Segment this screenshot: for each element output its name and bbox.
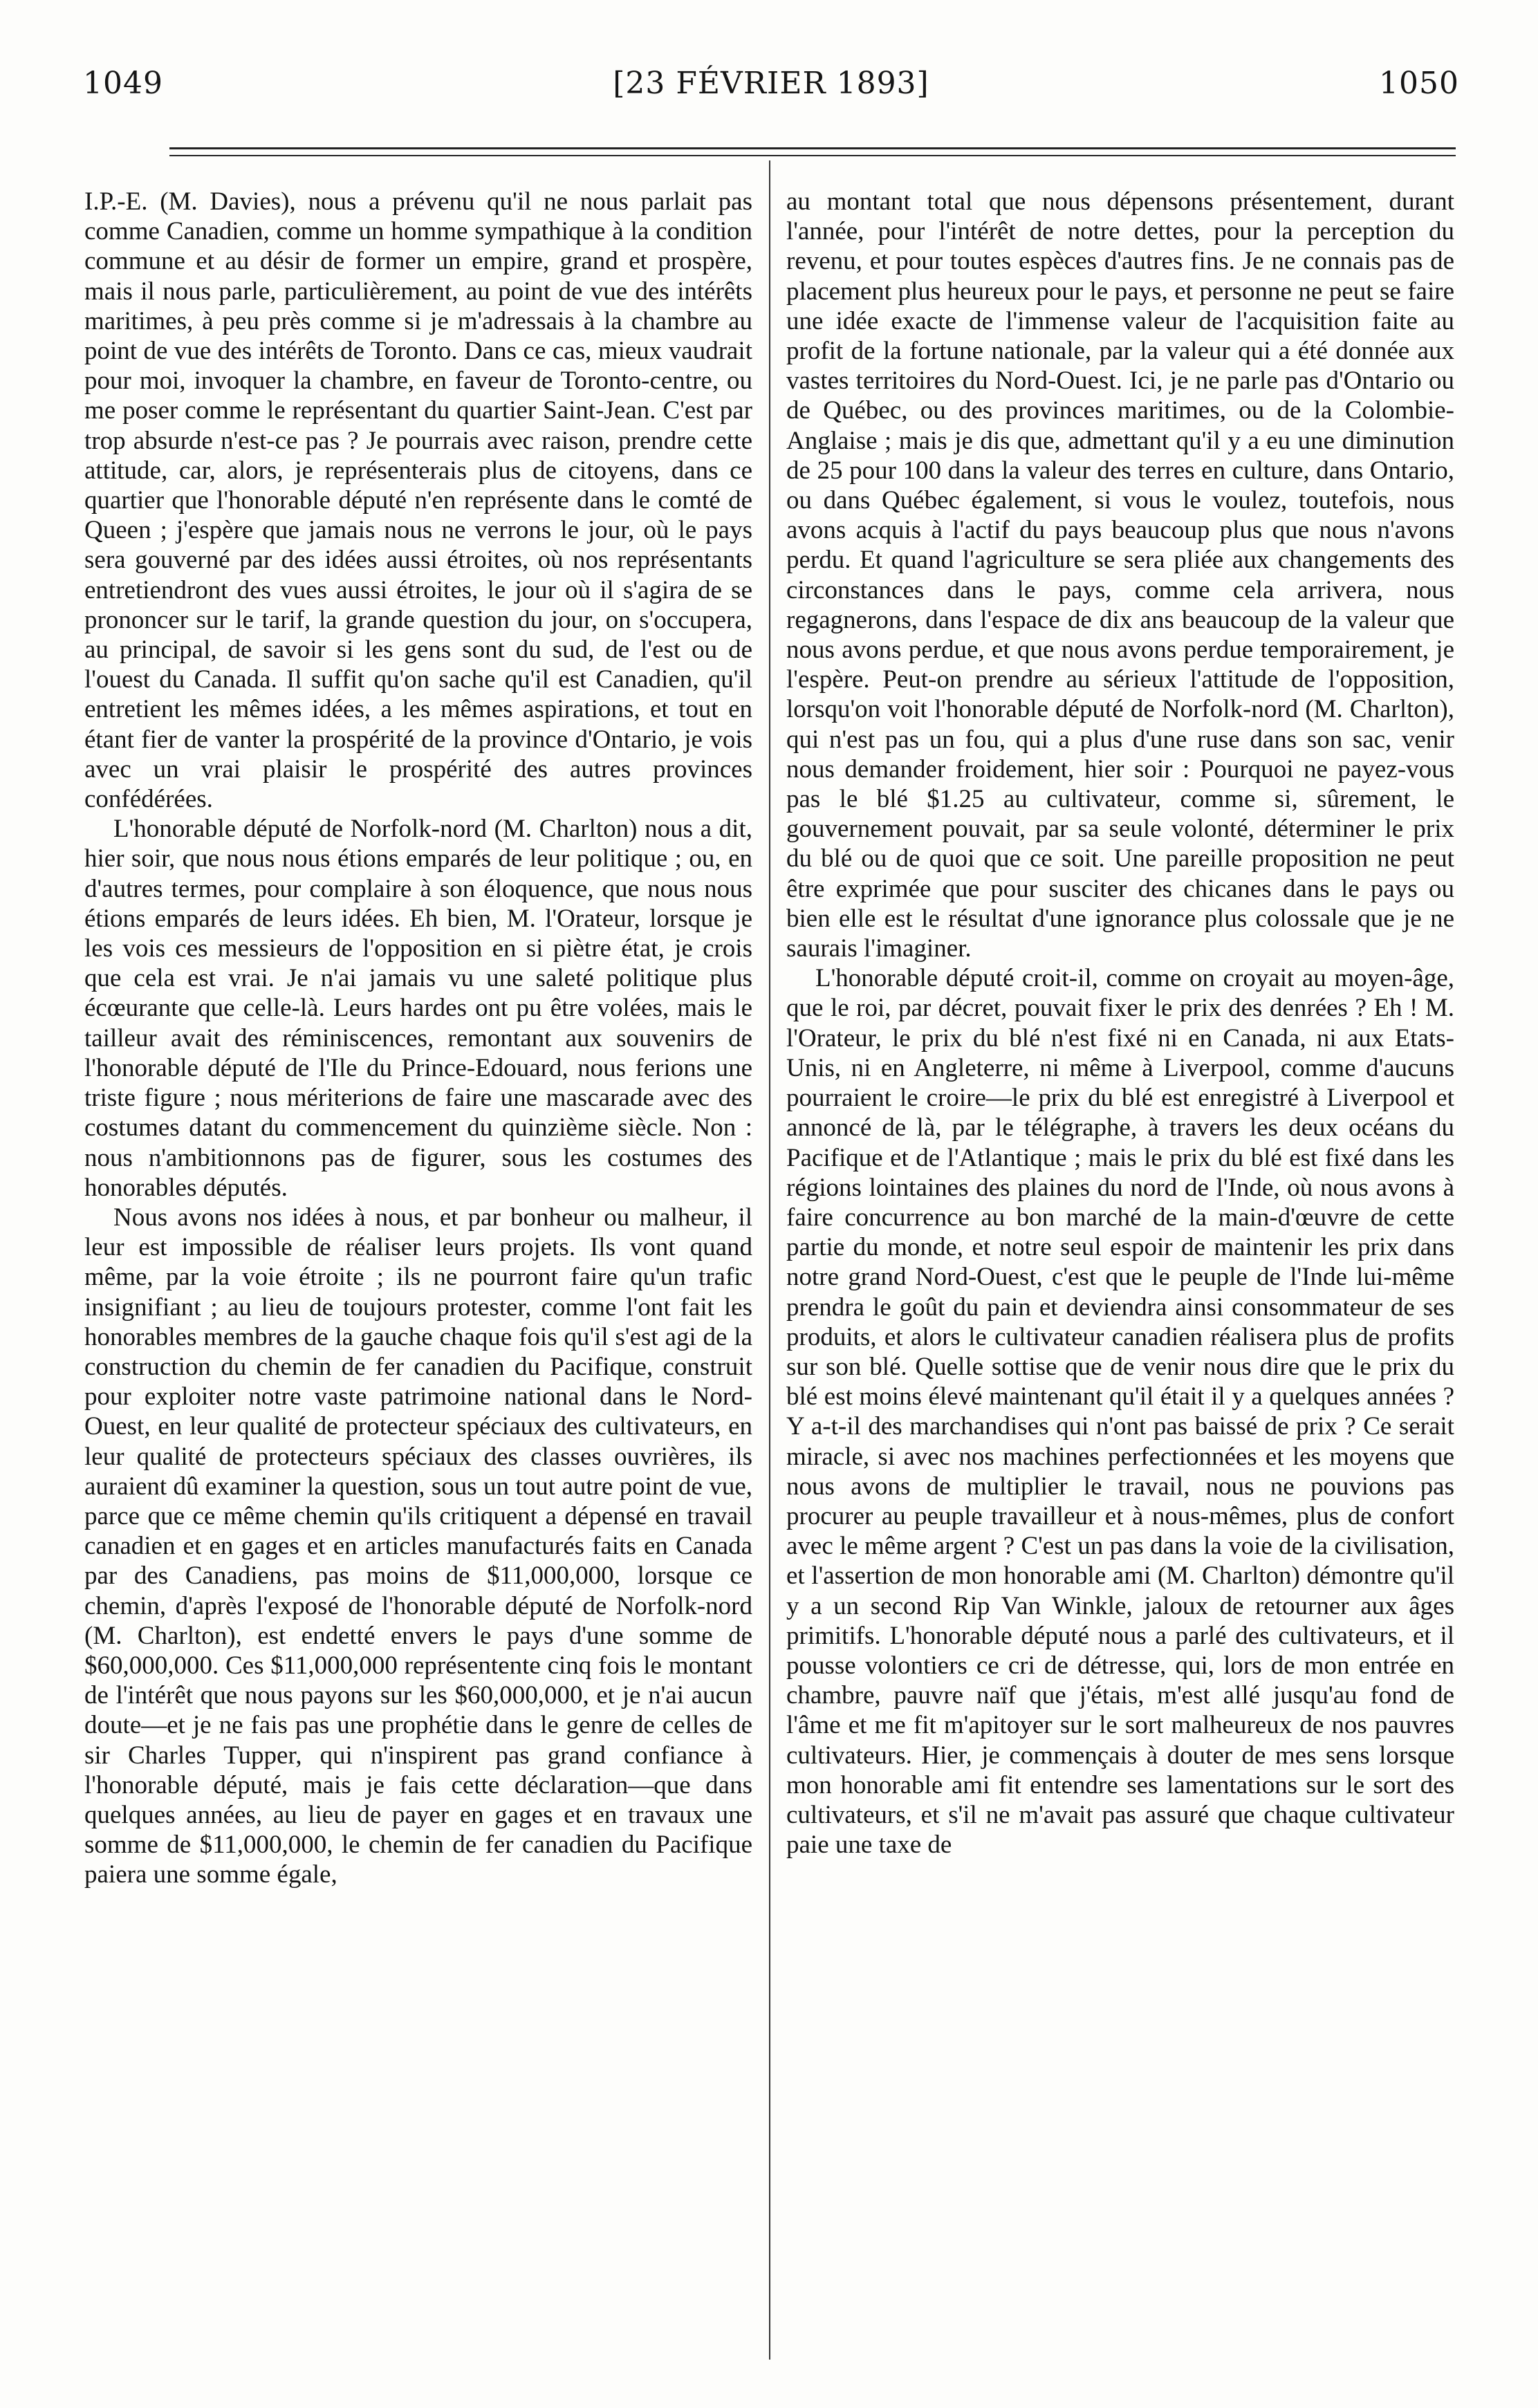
- page-number-right: 1050: [1379, 66, 1459, 101]
- header-rule-top: [169, 147, 1456, 149]
- right-paragraph-2: L'honorable député croit-il, comme on croyait au moyen-âge, que le roi, par décret, pouvait fixer le prix des denrées ? Eh ! M. l'Orateur, le prix du blé n'est fixé ni en Canada, ni aux Etats-Unis, ni en Angleterre, ni même à Liverpool, comme d'aucuns pourraient le croire—le prix du blé est enregistré à Liverpool et annoncé de là, par le télégraphe, à travers les deux océans du Pacifique et de l'Atlantique ; mais le prix du blé est fixé dans les régions lointaines des plaines du nord de l'Inde, où nous avons à faire concurrence au bon marché de la main-d'œuvre de cette partie du monde, et notre seul espoir de maintenir les prix dans notre grand Nord-Ouest, c'est que le peuple de l'Inde lui-même prendra le goût du pain et deviendra ainsi consommateur de ses produits, et alors le cultivateur canadien réalisera plus de profits sur son blé. Quelle sottise que de venir nous dire que le prix du blé est moins élevé maintenant qu'il était il y a quelques années ? Y a-t-il des marchandises qui n'ont pas baissé de prix ? Ce serait miracle, si avec nos machines perfectionnées et les moyens que nous avons de multiplier le travail, nous ne pouvions pas procurer au peuple travailleur et à nous-mêmes, plus de confort avec le même argent ? C'est un pas dans la voie de la civilisation, et l'assertion de mon honorable ami (M. Charlton) démontre qu'il y a un second Rip Van Winkle, jaloux de retourner aux âges primitifs. L'honorable député nous a parlé des cultivateurs, et il pousse volontiers ce cri de détresse, qui, lors de mon entrée en chambre, pauvre naïf que j'étais, m'est allé jusqu'au fond de l'âme et me fit m'apitoyer sur le sort malheureux de nos pauvres cultivateurs. Hier, je commençais à douter de mes sens lorsque mon honorable ami fit entendre ses lamentations sur le sort des cultivateurs, et s'il ne m'avait pas assuré que chaque cultivateur paie une taxe de: [786, 964, 1454, 1860]
- column-divider: [769, 160, 770, 2360]
- page-header: [83, 66, 1459, 121]
- header-date: [23 FÉVRIER 1893]: [613, 66, 929, 101]
- right-column: [786, 187, 1454, 2358]
- left-paragraph-2: L'honorable député de Norfolk-nord (M. Charlton) nous a dit, hier soir, que nous nous étions emparés de leur politique ; ou, en d'autres termes, pour complaire à son éloquence, que nous nous étions emparés de leurs idées. Eh bien, M. l'Orateur, lorsque je les vois ces messieurs de l'opposition en si piètre état, je crois que cela est vrai. Je n'ai jamais vu une saleté politique plus écœurante que celle-là. Leurs hardes ont pu être volées, mais le tailleur avait des réminiscences, remontant aux souvenirs de l'honorable député de l'Ile du Prince-Edouard, nous ferions une triste figure ; nous mériterions de faire une mascarade avec des costumes datant du commencement du quinzième siècle. Non : nous n'ambitionnons pas de figurer, sous les costumes des honorables députés.: [84, 815, 752, 1202]
- header-rule-bottom: [169, 155, 1456, 156]
- left-paragraph-1: I.P.-E. (M. Davies), nous a prévenu qu'il ne nous parlait pas comme Canadien, comme un homme sympathique à la condition commune et au désir de former un empire, grand et prospère, mais il nous parle, particulièrement, au point de vue des intérêts maritimes, à peu près comme si je m'adressais à la chambre au point de vue des intérêts de Toronto. Dans ce cas, mieux vaudrait pour moi, invoquer la chambre, en faveur de Toronto-centre, ou me poser comme le représentant du quartier Saint-Jean. C'est par trop absurde n'est-ce pas ? Je pourrais avec raison, prendre cette attitude, car, alors, je représenterais plus de citoyens, dans ce quartier que l'honorable député n'en représente dans le comté de Queen ; j'espère que jamais nous ne verrons le jour, où le pays sera gouverné par des idées aussi étroites, où nos représentants entretiendront des vues aussi étroites, le jour où il s'agira de se prononcer sur le tarif, la grande question du jour, on s'occupera, au principal, de savoir si les gens sont du sud, de l'est ou de l'ouest du Canada. Il suffit qu'on sache qu'il est Canadien, qu'il entretient les mêmes idées, a les mêmes aspirations, et tout en étant fier de vanter la prospérité de la province d'Ontario, je vois avec un vrai plaisir le prospérité des autres provinces confédérées.: [84, 187, 752, 814]
- page-number-left: 1049: [83, 66, 163, 101]
- left-column: [84, 187, 752, 2358]
- left-paragraph-3: Nous avons nos idées à nous, et par bonheur ou malheur, il leur est impossible de réaliser leurs projets. Ils vont quand même, par la voie étroite ; ils ne pourront faire qu'un trafic insignifiant ; au lieu de toujours protester, comme l'ont fait les honorables membres de la gauche chaque fois qu'il s'est agi de la construction du chemin de fer canadien du Pacifique, construit pour exploiter notre vaste patrimoine national dans le Nord-Ouest, en leur qualité de protecteur spéciaux des cultivateurs, en leur qualité de protecteurs spéciaux des classes ouvrières, ils auraient dû examiner la question, sous un tout autre point de vue, parce que ce même chemin qu'ils critiquent a dépensé en travail canadien et en gages et en articles manufacturés faits en Canada par des Canadiens, pas moins de $11,000,000, lorsque ce chemin, d'après l'exposé de l'honorable député de Norfolk-nord (M. Charlton), est endetté envers le pays d'une somme de $60,000,000. Ces $11,000,000 représentente cinq fois le montant de l'intérêt que nous payons sur les $60,000,000, et je n'ai aucun doute—et je ne fais pas une prophétie dans le genre de celles de sir Charles Tupper, qui n'inspirent pas grand confiance à l'honorable député, mais je fais cette déclaration—que dans quelques années, au lieu de payer en gages et en travaux une somme de $11,000,000, le chemin de fer canadien du Pacifique paiera une somme égale,: [84, 1203, 752, 1889]
- right-paragraph-1: au montant total que nous dépensons présentement, durant l'année, pour l'intérêt de notre dettes, pour la perception du revenu, et pour toutes espèces d'autres fins. Je ne connais pas de placement plus heureux pour le pays, et personne ne peut se faire une idée exacte de l'immense valeur de l'acquisition faite au profit de la fortune nationale, par la valeur qui a été donnée aux vastes territoires du Nord-Ouest. Ici, je ne parle pas d'Ontario ou de Québec, ou des provinces maritimes, ou de la Colombie-Anglaise ; mais je dis que, admettant qu'il y a eu une diminution de 25 pour 100 dans la valeur des terres en culture, dans Ontario, ou dans Québec également, si vous le voulez, toutefois, nous avons acquis à l'actif du pays beaucoup plus que nous n'avons perdu. Et quand l'agriculture se sera pliée aux changements des circonstances dans le pays, comme cela arrivera, nous regagnerons, dans l'espace de dix ans beaucoup de la valeur que nous avons perdue, et que nous avons perdue temporairement, je l'espère. Peut-on prendre au sérieux l'attitude de l'opposition, lorsqu'on voit l'honorable député de Norfolk-nord (M. Charlton), qui n'est pas un fou, qui a plus d'une ruse dans son sac, venir nous demander froidement, hier soir : Pourquoi ne payez-vous pas le blé $1.25 au cultivateur, comme si, sûrement, le gouvernement pouvait, par sa seule volonté, déterminer le prix du blé ou de quoi que ce soit. Une pareille proposition ne peut être exprimée que pour susciter des chicanes dans le pays ou bien elle est le résultat d'une ignorance plus colossale que je ne saurais l'imaginer.: [786, 187, 1454, 963]
